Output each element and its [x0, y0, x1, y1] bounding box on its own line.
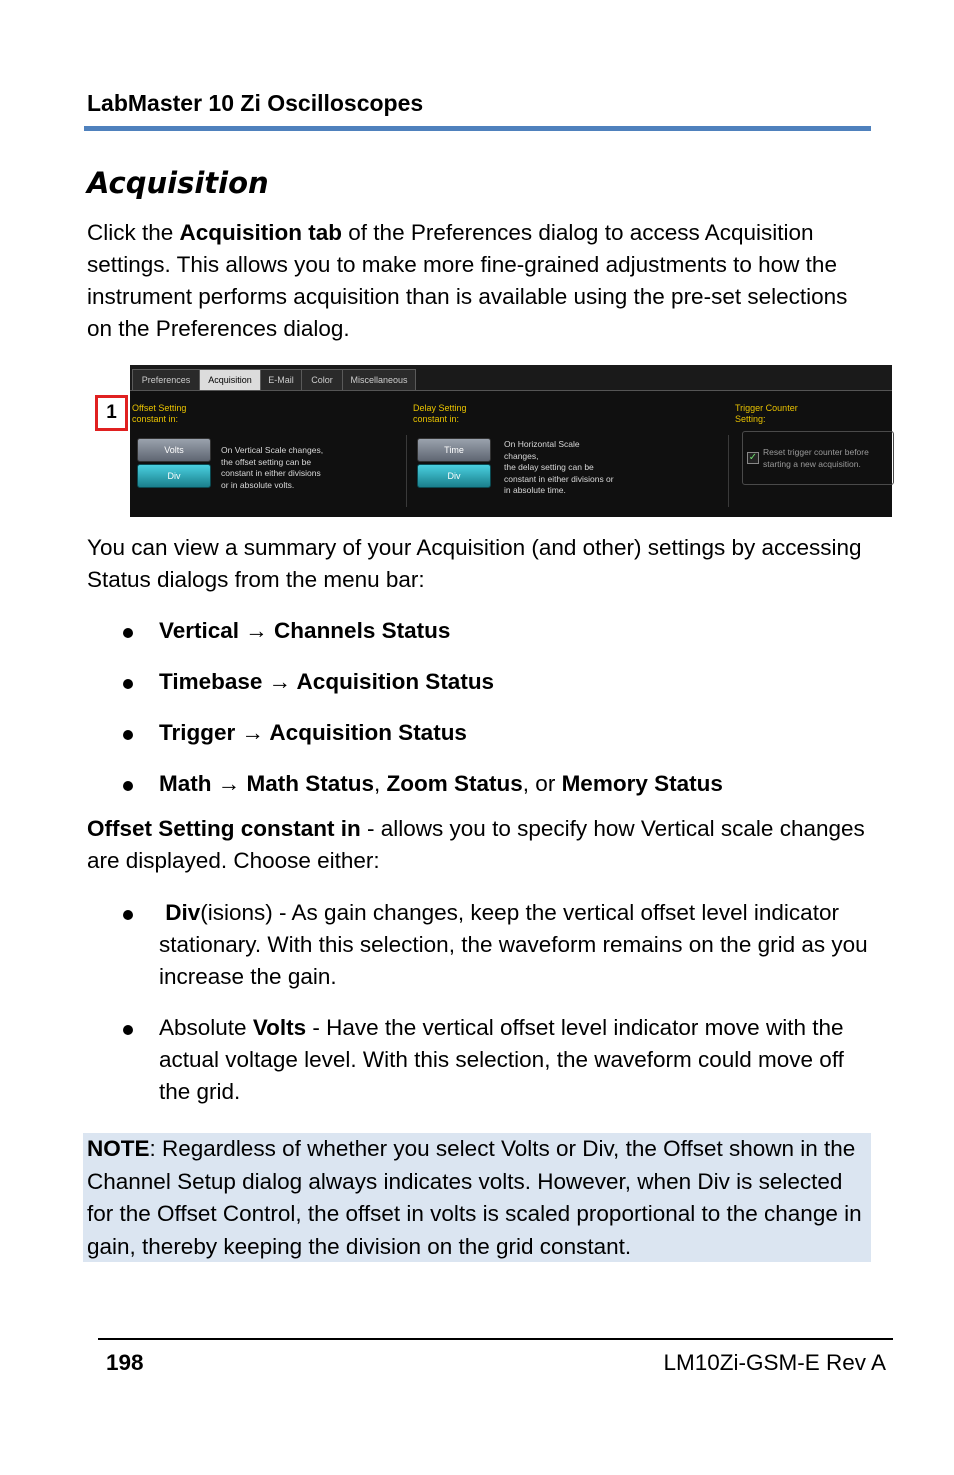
bullet-icon	[123, 1025, 133, 1035]
list-item: Div(isions) - As gain changes, keep the vertical offset level indicator stationary. With this selection, the waveform remains on the grid as you increase the gain.	[87, 897, 877, 993]
acquisition-tab-term: Acquisition tab	[179, 220, 343, 245]
separator-2	[728, 435, 729, 507]
bullet-icon	[123, 730, 133, 740]
offset-div-button[interactable]: Div	[137, 464, 211, 488]
trigger-counter-label: Trigger Counter Setting:	[735, 403, 798, 424]
bullet-icon	[123, 679, 133, 689]
page-header-title: LabMaster 10 Zi Oscilloscopes	[87, 90, 424, 116]
tab-email[interactable]: E-Mail	[260, 369, 302, 390]
offset-description: On Vertical Scale changes, the offset setting can be constant in either divisions or in absolute volts.	[221, 445, 324, 490]
separator-1	[406, 435, 407, 507]
note-box	[83, 1133, 871, 1262]
delay-div-button[interactable]: Div	[417, 464, 491, 488]
reset-trigger-text: Reset trigger counter before starting a new acquisition.	[763, 447, 869, 469]
tab-acquisition[interactable]: Acquisition	[199, 369, 261, 390]
list-item: Timebase → Acquisition Status	[87, 666, 877, 717]
note-text: NOTE: Regardless of whether you select Volts or Div, the Offset shown in the Channel Setup dialog always indicates volts. However, when Div is selected for the Offset Control, the offset in volts is scaled proportional to the change in gain, thereby keeping the division on the grid constant.	[87, 1136, 862, 1259]
delay-setting-label: Delay Setting constant in:	[413, 403, 467, 424]
bullet-icon	[123, 628, 133, 638]
delay-description: On Horizontal Scale changes, the delay setting can be constant in either divisions or in absolute time.	[504, 439, 614, 495]
summary-paragraph: You can view a summary of your Acquisition (and other) settings by accessing Status dialogs from the menu bar:	[87, 535, 862, 592]
tab-miscellaneous[interactable]: Miscellaneous	[342, 369, 416, 390]
volts-button[interactable]: Volts	[137, 438, 211, 462]
tab-color[interactable]: Color	[301, 369, 343, 390]
time-button[interactable]: Time	[417, 438, 491, 462]
list-item: Absolute Volts - Have the vertical offset level indicator move with the actual voltage level. With this selection, the waveform could move off the grid.	[87, 1012, 877, 1108]
acquisition-dialog-screenshot	[95, 365, 892, 517]
section-title: Acquisition	[87, 166, 269, 200]
list-item: Trigger → Acquisition Status	[87, 717, 877, 768]
offset-setting-label: Offset Setting constant in:	[132, 403, 187, 424]
offset-options-list	[87, 897, 877, 1127]
document-id: LM10Zi-GSM-E Rev A	[663, 1350, 886, 1375]
tab-preferences[interactable]: Preferences	[132, 369, 200, 390]
footer-rule	[98, 1338, 893, 1340]
preferences-dialog	[130, 365, 892, 517]
page-number: 198	[106, 1350, 144, 1375]
offset-setting-paragraph: Offset Setting constant in - allows you to specify how Vertical scale changes are displayed. Choose either:	[87, 816, 865, 873]
callout-1: 1	[95, 395, 128, 431]
header-rule	[84, 126, 871, 131]
reset-trigger-checkbox[interactable]: ✓	[748, 452, 758, 463]
bullet-icon	[123, 910, 133, 920]
tab-bar	[130, 365, 892, 391]
list-item: Vertical → Channels Status	[87, 615, 877, 666]
bullet-icon	[123, 781, 133, 791]
list-item: Math → Math Status, Zoom Status, or Memory Status	[87, 768, 877, 819]
menu-status-list	[87, 615, 877, 819]
intro-paragraph: Click the Acquisition tab of the Preferences dialog to access Acquisition settings. This allows you to make more fine-grained adjustments to how the instrument performs acquisition than is available using the pre-set selections on the Preferences dialog.	[87, 220, 848, 341]
